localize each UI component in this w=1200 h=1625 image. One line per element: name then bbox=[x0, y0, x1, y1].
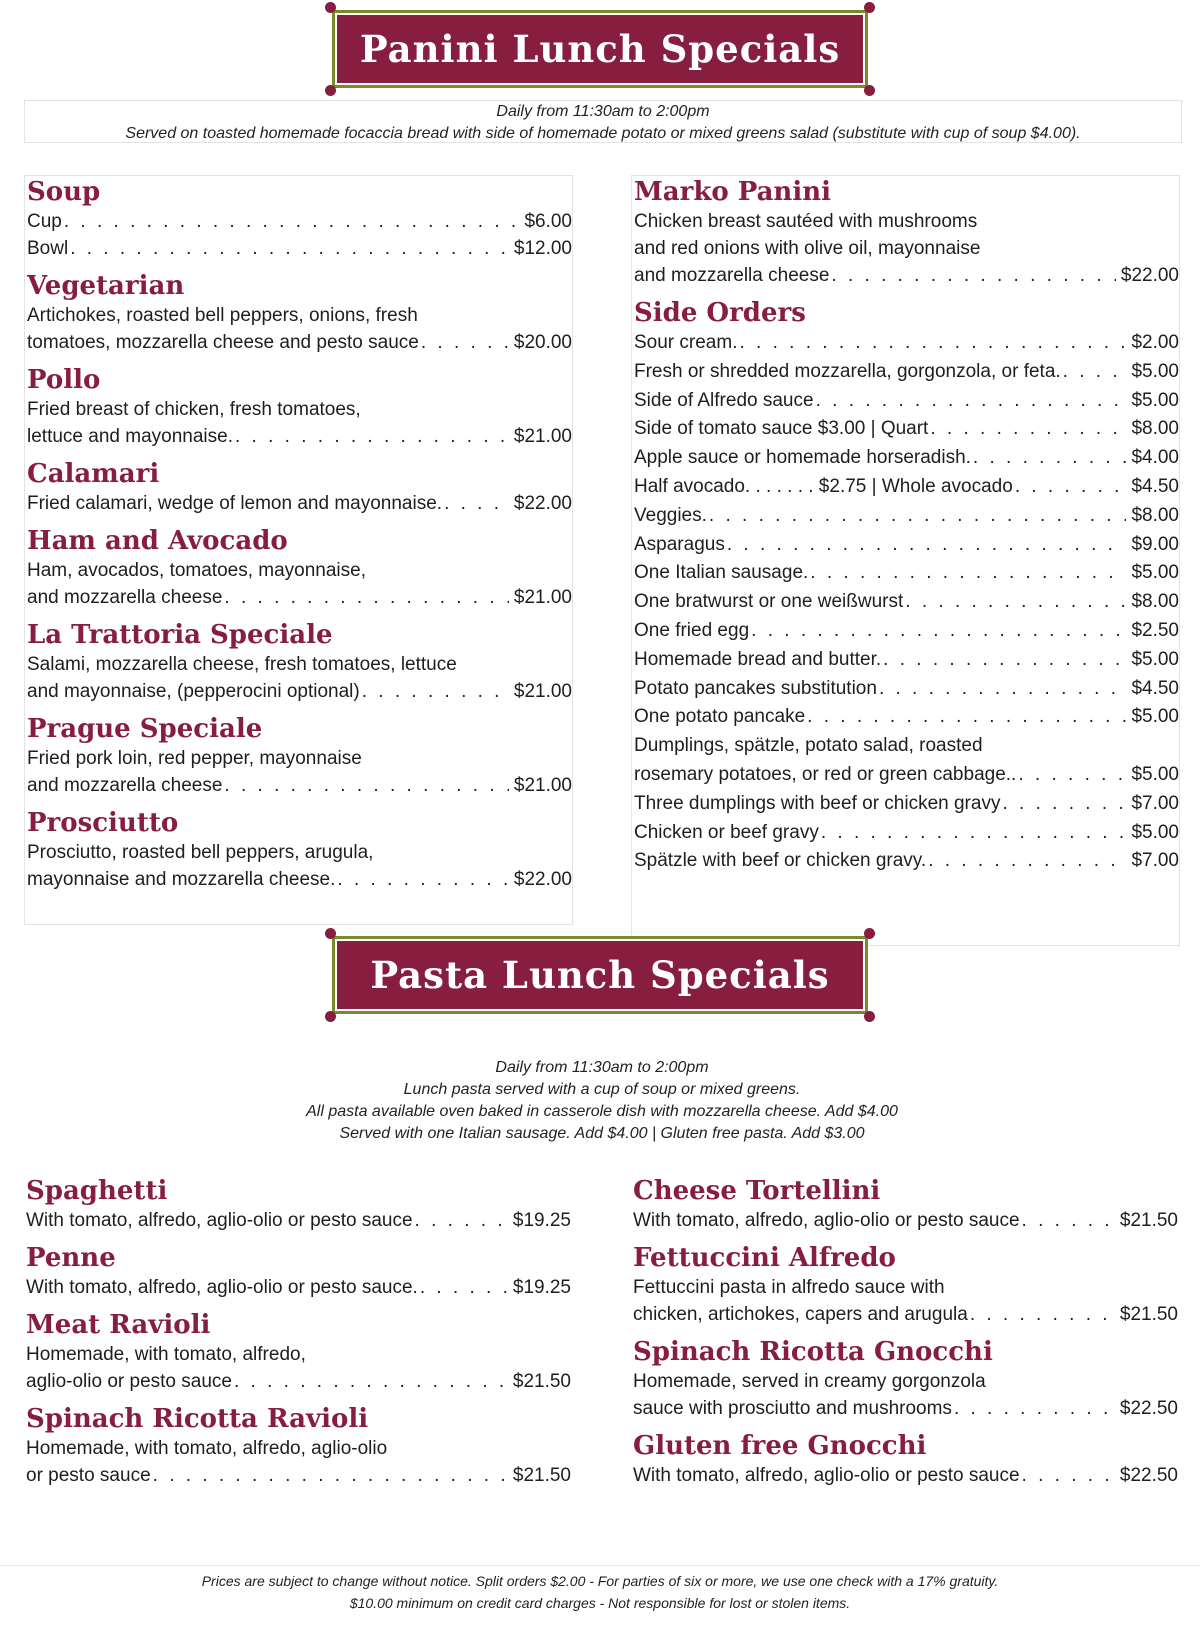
pasta-right-column bbox=[631, 1175, 1178, 1497]
price-row bbox=[24, 1274, 571, 1301]
dot-leader bbox=[970, 1301, 1115, 1328]
side-order-row bbox=[632, 531, 1179, 560]
item-description: and red onions with olive oil, mayonnaise bbox=[634, 238, 981, 259]
menu-item bbox=[25, 525, 572, 611]
item-description: Chicken breast sautéed with mushrooms bbox=[634, 211, 978, 232]
side-order-label: One bratwurst or one weißwurst bbox=[634, 591, 904, 613]
dot-leader bbox=[883, 646, 1126, 675]
side-order-label: Veggies. bbox=[634, 504, 707, 526]
dot-leader bbox=[810, 559, 1126, 588]
side-order-label: Three dumplings with beef or chicken gravy bbox=[634, 792, 1001, 814]
price-row bbox=[25, 772, 572, 799]
item-description: Homemade, served in creamy gorgonzola bbox=[633, 1371, 986, 1392]
side-order-price: $7.00 bbox=[1131, 792, 1179, 814]
footer-line-2: $10.00 minimum on credit card charges - Not responsible for lost or stolen items. bbox=[349, 1595, 851, 1611]
item-description: With tomato, alfredo, aglio-olio or pesto sauce. bbox=[26, 1277, 418, 1298]
item-title: Prague Speciale bbox=[27, 714, 263, 744]
side-order-row bbox=[632, 675, 1179, 704]
menu-item bbox=[631, 1336, 1178, 1422]
price-row bbox=[631, 1207, 1178, 1234]
item-description: and mozzarella cheese bbox=[634, 265, 830, 286]
item-description: Artichokes, roasted bell peppers, onions, fresh bbox=[27, 305, 418, 326]
side-order-row bbox=[632, 588, 1179, 617]
side-order-price: $4.00 bbox=[1131, 447, 1179, 469]
menu-item bbox=[25, 458, 572, 517]
price-row bbox=[631, 1301, 1178, 1328]
item-description: chicken, artichokes, capers and arugula bbox=[633, 1304, 968, 1325]
dot-leader bbox=[954, 1395, 1115, 1422]
menu-item bbox=[24, 1403, 571, 1489]
dot-leader bbox=[1022, 1207, 1115, 1234]
panini-note: Served on toasted homemade focaccia bread with side of homemade potato or mixed greens salad (substitute with cup of soup $4.00). bbox=[125, 125, 1081, 142]
item-price: $12.00 bbox=[513, 238, 572, 259]
dot-leader bbox=[235, 423, 509, 450]
side-order-price: $8.00 bbox=[1131, 418, 1179, 440]
item-price: $6.00 bbox=[524, 211, 572, 232]
item-price: $22.50 bbox=[1119, 1398, 1178, 1419]
dot-leader bbox=[709, 502, 1127, 531]
menu-item bbox=[632, 176, 1179, 289]
pasta-note-2: All pasta available oven baked in casserole dish with mozzarella cheese. Add $4.00 bbox=[306, 1103, 898, 1120]
item-description: Fried breast of chicken, fresh tomatoes, bbox=[27, 399, 361, 420]
item-title: Calamari bbox=[27, 459, 160, 489]
item-description: tomatoes, mozzarella cheese and pesto sauce bbox=[27, 332, 419, 353]
item-price: $22.00 bbox=[513, 869, 572, 890]
item-price: $19.25 bbox=[512, 1277, 571, 1298]
menu-item bbox=[24, 1309, 571, 1395]
panini-left-column bbox=[24, 175, 573, 925]
dot-leader bbox=[337, 866, 508, 893]
item-price: $19.25 bbox=[512, 1210, 571, 1231]
dot-leader bbox=[816, 387, 1127, 416]
dot-leader bbox=[831, 262, 1115, 289]
menu-item bbox=[24, 1242, 571, 1301]
item-title: Spaghetti bbox=[26, 1176, 168, 1206]
dot-leader bbox=[1002, 790, 1126, 819]
side-order-label: Fresh or shredded mozzarella, gorgonzola, or feta. bbox=[634, 360, 1061, 382]
item-price: $21.50 bbox=[512, 1465, 571, 1486]
dot-leader bbox=[1018, 761, 1126, 790]
item-price: $21.50 bbox=[512, 1371, 571, 1392]
item-description: Homemade, with tomato, alfredo, bbox=[26, 1344, 306, 1365]
side-order-label: Spätzle with beef or chicken gravy. bbox=[634, 850, 927, 872]
side-order-label: One Italian sausage. bbox=[634, 562, 809, 584]
item-title: Gluten free Gnocchi bbox=[633, 1431, 927, 1461]
item-title: Soup bbox=[27, 177, 101, 207]
side-order-label: Apple sauce or homemade horseradish. bbox=[634, 447, 971, 469]
dot-leader bbox=[224, 584, 508, 611]
side-order-row bbox=[632, 444, 1179, 473]
item-description: With tomato, alfredo, aglio-olio or pesto sauce bbox=[633, 1210, 1020, 1231]
item-title: Spinach Ricotta Gnocchi bbox=[633, 1337, 993, 1367]
dot-leader bbox=[905, 588, 1126, 617]
item-description: and mozzarella cheese bbox=[27, 587, 223, 608]
item-price: $21.00 bbox=[513, 775, 572, 796]
price-row bbox=[631, 1395, 1178, 1422]
dot-leader bbox=[739, 329, 1126, 358]
side-order-price: $8.00 bbox=[1131, 591, 1179, 613]
side-order-price: $2.00 bbox=[1131, 332, 1179, 353]
menu-item-soup bbox=[25, 176, 572, 262]
item-price: $21.50 bbox=[1119, 1304, 1178, 1325]
side-order-label: Side of tomato sauce $3.00 | Quart bbox=[634, 418, 929, 440]
panini-hours: Daily from 11:30am to 2:00pm bbox=[496, 103, 710, 120]
price-row bbox=[24, 1207, 571, 1234]
item-price: $21.00 bbox=[513, 426, 572, 447]
pasta-title: Pasta Lunch Specials bbox=[370, 953, 830, 997]
item-price: $20.00 bbox=[513, 332, 572, 353]
side-order-label: Homemade bread and butter. bbox=[634, 648, 882, 670]
item-description: and mozzarella cheese bbox=[27, 775, 223, 796]
side-order-row bbox=[632, 329, 1179, 358]
side-order-label: One potato pancake bbox=[634, 706, 806, 728]
item-price: $22.00 bbox=[1120, 265, 1179, 286]
pasta-intro bbox=[24, 1057, 1180, 1145]
side-order-label: rosemary potatoes, or red or green cabbage.. bbox=[634, 763, 1017, 785]
dot-leader bbox=[421, 329, 509, 356]
side-orders bbox=[632, 297, 1179, 876]
side-order-label: Potato pancakes substitution bbox=[634, 677, 877, 699]
side-order-price: $5.00 bbox=[1131, 763, 1179, 785]
dot-leader bbox=[234, 1368, 508, 1395]
menu-item bbox=[25, 364, 572, 450]
dot-leader bbox=[64, 208, 520, 235]
item-label: Bowl bbox=[27, 238, 69, 259]
item-description: or pesto sauce bbox=[26, 1465, 151, 1486]
dot-leader bbox=[928, 847, 1126, 876]
item-title: Cheese Tortellini bbox=[633, 1176, 881, 1206]
dot-leader bbox=[224, 772, 508, 799]
item-description: Salami, mozzarella cheese, fresh tomatoes, lettuce bbox=[27, 654, 457, 675]
dot-leader bbox=[727, 531, 1127, 560]
side-order-label: One fried egg bbox=[634, 619, 750, 641]
side-order-price: $4.50 bbox=[1131, 677, 1179, 699]
item-price: $21.50 bbox=[1119, 1210, 1178, 1231]
side-order-row bbox=[632, 790, 1179, 819]
side-order-price: $5.00 bbox=[1131, 706, 1179, 728]
side-order-row bbox=[632, 415, 1179, 444]
price-row bbox=[24, 1462, 571, 1489]
item-description: lettuce and mayonnaise. bbox=[27, 426, 233, 447]
price-row bbox=[25, 584, 572, 611]
item-description: mayonnaise and mozzarella cheese. bbox=[27, 869, 336, 890]
item-label: Cup bbox=[27, 211, 62, 232]
price-row bbox=[25, 423, 572, 450]
dot-leader bbox=[879, 675, 1127, 704]
item-price: $21.00 bbox=[513, 587, 572, 608]
price-row bbox=[25, 329, 572, 356]
item-description: and mayonnaise, (pepperocini optional) bbox=[27, 681, 360, 702]
pasta-note-3: Served with one Italian sausage. Add $4.00 | Gluten free pasta. Add $3.00 bbox=[339, 1125, 865, 1142]
item-description: With tomato, alfredo, aglio-olio or pesto sauce bbox=[633, 1465, 1020, 1486]
side-order-price: $4.50 bbox=[1131, 475, 1179, 497]
item-description: Ham, avocados, tomatoes, mayonnaise, bbox=[27, 560, 367, 581]
side-order-price: $5.00 bbox=[1131, 562, 1179, 584]
side-order-row bbox=[632, 473, 1179, 502]
item-title: Meat Ravioli bbox=[26, 1310, 211, 1340]
footer-divider bbox=[0, 1565, 1200, 1566]
dot-leader bbox=[362, 678, 509, 705]
side-order-price: $5.00 bbox=[1131, 360, 1179, 382]
side-order-price: $5.00 bbox=[1131, 648, 1179, 670]
side-order-row bbox=[632, 819, 1179, 848]
side-order-price: $9.00 bbox=[1131, 533, 1179, 555]
item-price: $22.50 bbox=[1119, 1465, 1178, 1486]
side-order-row bbox=[632, 761, 1179, 790]
side-order-row bbox=[632, 502, 1179, 531]
side-order-row bbox=[632, 703, 1179, 732]
dot-leader bbox=[751, 617, 1126, 646]
side-order-label: Half avocado. . . . . . . $2.75 | Whole avocado bbox=[634, 475, 1013, 497]
price-row bbox=[25, 208, 572, 235]
side-order-row bbox=[632, 387, 1179, 416]
dot-leader bbox=[973, 444, 1127, 473]
menu-item bbox=[631, 1175, 1178, 1234]
side-order-price: $5.00 bbox=[1131, 821, 1179, 843]
footer bbox=[0, 1570, 1200, 1614]
menu-item bbox=[25, 619, 572, 705]
item-description: Prosciutto, roasted bell peppers, arugula, bbox=[27, 842, 374, 863]
dot-leader bbox=[821, 819, 1127, 848]
item-description: Homemade, with tomato, alfredo, aglio-olio bbox=[26, 1438, 388, 1459]
side-order-price: $7.00 bbox=[1131, 850, 1179, 872]
item-title: Vegetarian bbox=[27, 271, 185, 301]
panini-title: Panini Lunch Specials bbox=[359, 27, 841, 71]
price-row bbox=[25, 866, 572, 893]
price-row bbox=[25, 678, 572, 705]
dot-leader bbox=[930, 415, 1126, 444]
side-order-row bbox=[632, 617, 1179, 646]
item-title: Penne bbox=[26, 1243, 116, 1273]
dot-leader bbox=[1022, 1462, 1115, 1489]
item-description: aglio-olio or pesto sauce bbox=[26, 1371, 232, 1392]
item-title: Side Orders bbox=[634, 298, 806, 328]
side-order-label: Asparagus bbox=[634, 533, 725, 555]
price-row bbox=[631, 1462, 1178, 1489]
pasta-note-1: Lunch pasta served with a cup of soup or mixed greens. bbox=[403, 1081, 801, 1098]
item-price: $21.00 bbox=[513, 681, 572, 702]
side-order-row bbox=[632, 732, 1179, 761]
item-title: Prosciutto bbox=[27, 808, 179, 838]
dot-leader bbox=[1015, 473, 1127, 502]
menu-item bbox=[631, 1430, 1178, 1489]
dot-leader bbox=[444, 490, 509, 517]
item-description: With tomato, alfredo, aglio-olio or pesto sauce bbox=[26, 1210, 413, 1231]
footer-line-1: Prices are subject to change without notice. Split orders $2.00 - For parties of six or more, we use one check with a 17% gratuity. bbox=[201, 1573, 999, 1589]
side-order-price: $8.00 bbox=[1131, 504, 1179, 526]
menu-item bbox=[24, 1175, 571, 1234]
dot-leader bbox=[420, 1274, 508, 1301]
dot-leader bbox=[807, 703, 1126, 732]
pasta-hours: Daily from 11:30am to 2:00pm bbox=[495, 1059, 709, 1076]
menu-item bbox=[25, 270, 572, 356]
side-order-row bbox=[632, 646, 1179, 675]
item-title: Pollo bbox=[27, 365, 101, 395]
side-order-price: $5.00 bbox=[1131, 389, 1179, 411]
pasta-left-column bbox=[24, 1175, 571, 1497]
item-title: Ham and Avocado bbox=[27, 526, 288, 556]
side-order-label: Chicken or beef gravy bbox=[634, 821, 819, 843]
item-description: Fried calamari, wedge of lemon and mayonnaise. bbox=[27, 493, 443, 514]
price-row bbox=[25, 235, 572, 262]
dot-leader bbox=[1063, 358, 1127, 387]
panini-banner bbox=[332, 10, 868, 88]
panini-intro bbox=[24, 100, 1182, 143]
item-description: Fried pork loin, red pepper, mayonnaise bbox=[27, 748, 362, 769]
side-order-price: $2.50 bbox=[1131, 619, 1179, 641]
menu-item bbox=[631, 1242, 1178, 1328]
side-order-label: Dumplings, spätzle, potato salad, roasted bbox=[634, 735, 983, 757]
item-price: $22.00 bbox=[513, 493, 572, 514]
item-title: La Trattoria Speciale bbox=[27, 620, 333, 650]
dot-leader bbox=[153, 1462, 508, 1489]
pasta-banner bbox=[332, 936, 868, 1014]
side-order-row bbox=[632, 358, 1179, 387]
panini-right-column bbox=[631, 175, 1180, 946]
menu-item bbox=[25, 713, 572, 799]
price-row bbox=[25, 490, 572, 517]
item-description: sauce with prosciutto and mushrooms bbox=[633, 1398, 952, 1419]
side-order-row bbox=[632, 559, 1179, 588]
side-order-label: Side of Alfredo sauce bbox=[634, 389, 814, 411]
price-row bbox=[632, 262, 1179, 289]
dot-leader bbox=[70, 235, 509, 262]
item-description: Fettuccini pasta in alfredo sauce with bbox=[633, 1277, 945, 1298]
item-title: Marko Panini bbox=[634, 177, 831, 207]
item-title: Spinach Ricotta Ravioli bbox=[26, 1404, 369, 1434]
price-row bbox=[24, 1368, 571, 1395]
item-title: Fettuccini Alfredo bbox=[633, 1243, 896, 1273]
side-order-label: Sour cream. bbox=[634, 332, 738, 353]
side-order-row bbox=[632, 847, 1179, 876]
menu-item bbox=[25, 807, 572, 893]
dot-leader bbox=[415, 1207, 508, 1234]
